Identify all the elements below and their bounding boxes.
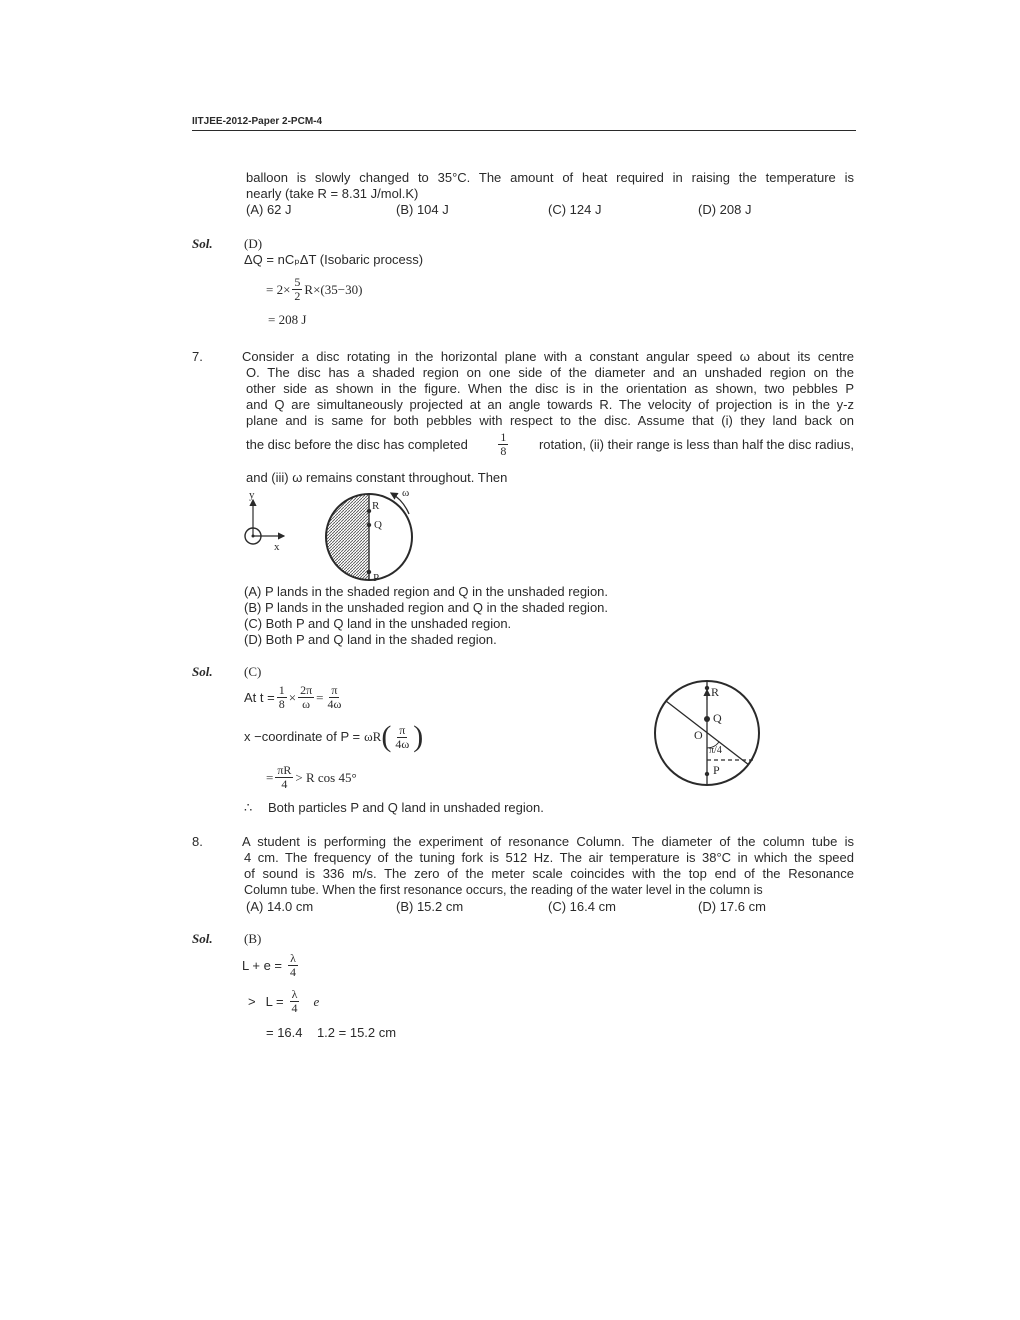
q6-option-b: (B) 104 J: [396, 202, 449, 217]
q7-figure: [236, 486, 436, 582]
q6-option-d: (D) 208 J: [698, 202, 752, 217]
sol6-eq2-den: 2: [294, 289, 301, 303]
q8-line-4: Column tube. When the first resonance occurs, the reading of the water level in the column is: [244, 883, 763, 897]
axis-y-label: y: [249, 489, 255, 501]
pebble-p: [367, 570, 371, 574]
sol6-eq2-prefix: = 2×: [266, 281, 291, 297]
sol7-eq3-suffix: > R cos 45°: [295, 769, 357, 785]
fig-label-r: R: [711, 685, 720, 699]
equals-symbol-2: =: [266, 769, 274, 785]
sol7-conclusion: Both particles P and Q land in unshaded region.: [268, 800, 544, 815]
sol8-equation-3: = 16.4 1.2 = 15.2 cm: [266, 1025, 397, 1040]
sol8-eq1-den: 4: [290, 965, 296, 979]
q8-option-b: (B) 15.2 cm: [396, 899, 464, 914]
left-paren: (: [381, 720, 392, 753]
sol8-equation-2: [248, 988, 319, 1015]
sol8-eq1-num: λ: [290, 951, 296, 965]
fig-label-angle: π/4: [709, 745, 722, 756]
sol6-eq2-suffix: R×(35−30): [304, 281, 363, 297]
header-rule: [192, 130, 856, 131]
sol7-equation-3: [266, 764, 357, 791]
q7-option-b: (B) P lands in the unshaded region and Q in the shaded region.: [244, 600, 609, 615]
sol7-eq1-frac2: [298, 684, 314, 711]
q7-line6-den: 8: [500, 444, 507, 458]
sol7-eq3-den: 4: [281, 777, 288, 791]
pebble-r: [367, 509, 371, 513]
q8-option-d: (D) 17.6 cm: [698, 899, 766, 914]
q7-line6-num: 1: [500, 430, 507, 444]
sol6-equation-2: [266, 276, 362, 303]
sol6-equation-1: ΔQ = nCₚΔT (Isobaric process): [244, 252, 424, 267]
q7-line-4: and Q are simultaneously projected at an angle towards R. The velocity of projection is in the y-z: [246, 397, 854, 412]
q8-option-a: (A) 14.0 cm: [246, 899, 314, 914]
q7-line6-prefix: the disc before the disc has completed: [246, 436, 468, 452]
sol7-figure: [652, 678, 764, 790]
sol8-eq2-fraction: [290, 988, 300, 1015]
sol7-eq1-f2-num: 2π: [300, 683, 313, 697]
label-p: P: [373, 572, 380, 582]
fig-label-o: O: [694, 728, 703, 742]
sol8-equation-1: [242, 952, 300, 979]
sol8-eq1-prefix: L + e =: [242, 957, 282, 973]
sol7-label: Sol.: [192, 664, 213, 679]
sol8-eq2-num: λ: [291, 987, 298, 1001]
sol7-eq3-fraction: [275, 764, 293, 791]
pebble-q: [367, 523, 371, 527]
sol6-equation-3: = 208 J: [268, 312, 307, 327]
sol6-eq2-fraction: [292, 276, 302, 303]
q6-line-1: balloon is slowly changed to 35°C. The amount of heat required in raising the temperature is: [246, 170, 854, 185]
q7-option-d: (D) Both P and Q land in the shaded region.: [244, 632, 497, 647]
sol7-eq1-f3-num: π: [331, 683, 338, 697]
q7-line-2: O. The disc has a shaded region on one side of the diameter and an unshaded region on the: [246, 365, 854, 380]
fig-point-q: [704, 716, 710, 722]
q8-option-c: (C) 16.4 cm: [548, 899, 616, 914]
sol7-eq1-frac3: [325, 684, 343, 711]
q8-line-3: of sound is 336 m/s. The zero of the meter scale coincides with the top end of the Resonance: [244, 866, 854, 881]
q7-option-c: (C) Both P and Q land in the unshaded region.: [244, 616, 512, 631]
sol8-eq2-suffix: e: [313, 993, 320, 1009]
label-omega: ω: [402, 487, 410, 499]
q7-option-a: (A) P lands in the shaded region and Q in the unshaded region.: [244, 584, 609, 599]
label-r: R: [372, 500, 380, 512]
q7-line-1: Consider a disc rotating in the horizontal plane with a constant angular speed ω about its centre: [242, 349, 854, 364]
sol7-eq1-f3-den: 4ω: [327, 697, 342, 711]
sol7-eq2-fraction: [393, 724, 411, 751]
q7-line-5: plane and is same for both pebbles with respect to the disc. Assume that (i) they land back on: [246, 413, 854, 428]
sol7-eq1-frac1: [277, 684, 287, 711]
q8-number: 8.: [192, 834, 203, 849]
sol7-eq1-f1-den: 8: [278, 697, 285, 711]
sol7-eq2-den: 4ω: [395, 736, 410, 751]
sol6-answer: (D): [244, 236, 263, 251]
sol7-conclusion-symbol: ∴: [244, 800, 253, 815]
sol7-eq2-mid: ωR: [364, 729, 382, 744]
sol7-eq1-prefix: At t =: [244, 689, 275, 705]
fig-label-p: P: [713, 763, 720, 777]
q7-line-6: [246, 431, 854, 458]
page-header: IITJEE-2012-Paper 2-PCM-4: [192, 116, 323, 127]
sol8-eq1-fraction: [288, 952, 298, 979]
sol6-eq2-num: 5: [294, 275, 301, 289]
label-q: Q: [374, 519, 382, 531]
right-paren: ): [413, 720, 424, 753]
sol7-eq3-num: πR: [277, 763, 292, 777]
q7-line6-suffix: rotation, (ii) their range is less than half the disc radius,: [538, 436, 854, 452]
q7-number: 7.: [192, 349, 203, 364]
sol6-label: Sol.: [192, 236, 213, 251]
fig-label-q: Q: [713, 711, 722, 725]
times-symbol: ×: [288, 689, 297, 705]
sol8-eq2-den: 4: [291, 1001, 298, 1015]
sol7-equation-2: [244, 722, 423, 752]
q7-line-7: and (iii) ω remains constant throughout. Then: [246, 470, 508, 485]
sol8-eq2-prefix: L =: [265, 993, 284, 1009]
sol7-eq1-f1-num: 1: [278, 683, 285, 697]
sol8-answer: (B): [244, 931, 262, 946]
q7-line6-fraction: [498, 431, 508, 458]
sol7-eq1-f2-den: ω: [302, 697, 311, 711]
equals-symbol: =: [316, 689, 324, 705]
fig-point-r: [705, 686, 709, 690]
q8-line-2: 4 cm. The frequency of the tuning fork is 512 Hz. The air temperature is 38°C in which the speed: [244, 850, 854, 865]
sol8-eq2-symbol: >: [248, 993, 256, 1009]
fig-point-p: [705, 772, 709, 776]
sol8-label: Sol.: [192, 931, 213, 946]
axis-x-label: x: [274, 541, 280, 553]
q6-option-c: (C) 124 J: [548, 202, 602, 217]
sol7-eq2-prefix: x −coordinate of P =: [244, 729, 361, 744]
disc-figure: [326, 494, 412, 580]
q7-line-3: other side as shown in the figure. When the disc is in the orientation as shown, two pebbles P: [246, 381, 854, 396]
axes-icon: [245, 500, 284, 544]
q6-line-2: nearly (take R = 8.31 J/mol.K): [246, 186, 419, 201]
sol7-equation-1: [244, 684, 345, 711]
sol7-eq2-num: π: [399, 722, 406, 737]
q8-line-1: A student is performing the experiment of resonance Column. The diameter of the column tube is: [242, 834, 854, 849]
sol7-answer: (C): [244, 664, 262, 679]
q6-option-a: (A) 62 J: [246, 202, 292, 217]
